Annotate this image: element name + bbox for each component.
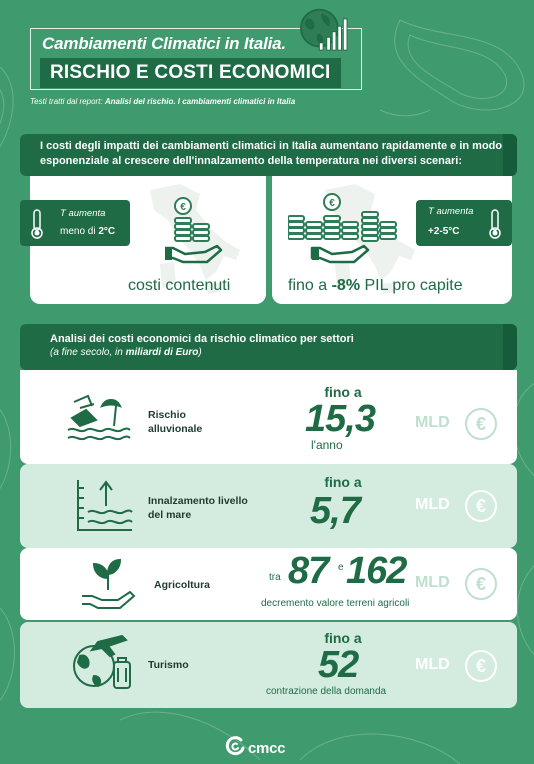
value-connector: e [338,562,344,573]
unit-label: MLD [415,414,450,431]
temp-label: T aumenta [60,208,106,219]
temp-value: +2-5°C [428,226,460,237]
coins-hand-icon-low [165,196,225,272]
value-prefix: fino a [324,474,362,490]
sector-row-agriculture [20,548,517,620]
globe-chart-icon [296,6,352,52]
value-prefix: fino a [324,630,362,646]
euro-icon: € [465,568,497,600]
scenario-caption-low: costi contenuti [128,277,231,294]
value-number: 52 [318,644,359,686]
sector-row-flood [20,370,517,464]
sector-banner [20,324,517,370]
euro-icon: € [465,490,497,522]
sector-banner-title: Analisi dei costi economici da rischio climatico per settori [50,333,354,345]
thermometer-icon [30,208,44,240]
euro-icon: € [465,650,497,682]
coins-hand-icon-high [288,192,412,272]
euro-icon: € [465,408,497,440]
temp-value: meno di 2°C [60,226,116,237]
value-number: 5,7 [310,490,360,532]
value-suffix: decremento valore terreni agricoli [261,598,410,609]
page-title: Cambiamenti Climatici in Italia. [42,34,286,53]
source-note: Testi tratti dal report: Analisi del rischio. I cambiamenti climatici in Italia [30,97,296,106]
svg-text:€: € [180,202,186,213]
page-subtitle: RISCHIO E COSTI ECONOMICI [40,58,341,88]
scenario-banner: I costi degli impatti dei cambiamenti climatici in Italia aumentano rapidamente e in modo esponenziale al crescere dell'innalzamento della temperatura nei diversi scenari: [20,134,517,176]
cmcc-logo-icon [225,736,245,756]
plant-hand-icon [78,556,138,612]
sector-row-tourism [20,622,517,708]
sector-label: Rischio alluvionale [148,409,203,435]
temp-label: T aumenta [428,206,474,217]
unit-label: MLD [415,574,450,591]
flood-icon [66,392,132,442]
value-suffix: l'anno [311,438,343,452]
value-prefix: tra [269,572,281,583]
sector-row-sea-level [20,464,517,548]
unit-label: MLD [415,656,450,673]
footer-brand: cmcc [248,740,286,757]
value-prefix: fino a [324,384,362,400]
value-suffix: contrazione della domanda [266,686,387,697]
sector-label: Turismo [148,659,189,671]
sector-banner-subtitle: (a fine secolo, in miliardi di Euro) [50,347,202,358]
svg-text:€: € [329,198,335,209]
scenario-caption-high: fino a -8% PIL pro capite [288,277,463,294]
sector-label: Innalzamento livello del mare [148,495,248,521]
travel-icon [68,632,134,694]
temp-badge-low [20,200,130,246]
sector-label: Agricoltura [154,579,211,591]
unit-label: MLD [415,496,450,513]
temp-badge-high [416,200,512,246]
value-number: 87 [288,550,329,592]
value-number-2: 162 [346,550,407,592]
thermometer-icon [488,208,502,240]
value-number: 15,3 [305,398,375,440]
sea-level-icon [74,476,136,534]
